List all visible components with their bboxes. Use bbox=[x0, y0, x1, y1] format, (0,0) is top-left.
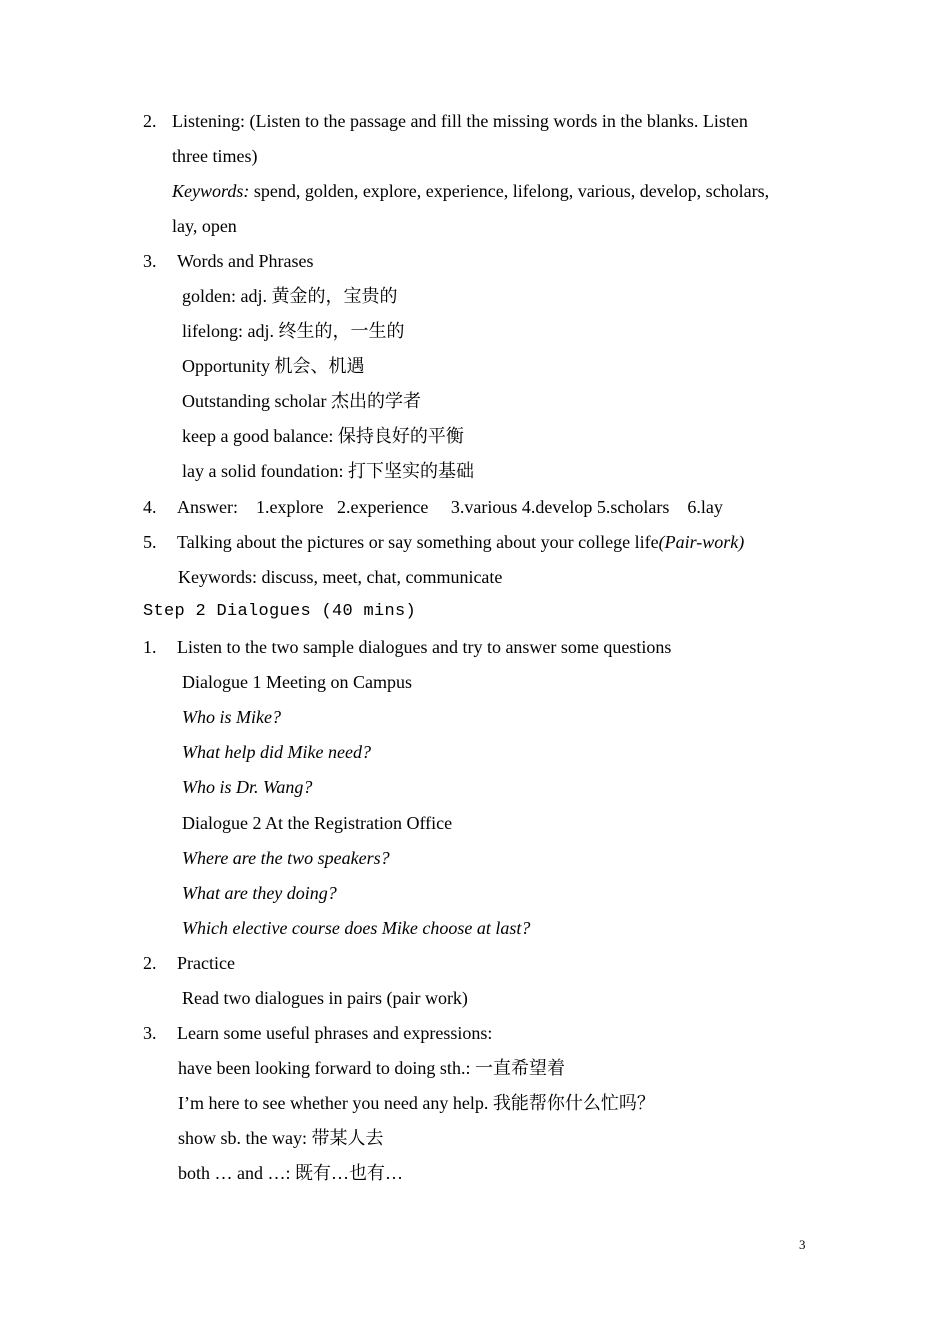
vocab-entry: golden: adj. 黄金的，宝贵的 bbox=[182, 286, 398, 306]
dialogue-question: Where are the two speakers? bbox=[182, 848, 390, 868]
talking-keywords: Keywords: discuss, meet, chat, communicate bbox=[178, 567, 503, 587]
step2-heading: Step 2 Dialogues (40 mins) bbox=[143, 602, 417, 621]
dialogue-question: Who is Dr. Wang? bbox=[182, 777, 313, 797]
list-number: 4. bbox=[143, 497, 157, 517]
phrase-entry: show sb. the way: 带某人去 bbox=[178, 1128, 384, 1148]
list-number: 3. bbox=[143, 251, 157, 271]
page-number: 3 bbox=[799, 1237, 806, 1252]
vocab-entry: Opportunity 机会、机遇 bbox=[182, 356, 365, 376]
dialogue2-title: Dialogue 2 At the Registration Office bbox=[182, 813, 453, 833]
dialogue-question: Who is Mike? bbox=[182, 707, 281, 727]
phrase-entry: I’m here to see whether you need any help. 我能帮你什么忙吗？ bbox=[178, 1093, 655, 1113]
practice-detail: Read two dialogues in pairs (pair work) bbox=[182, 988, 468, 1008]
dialogue-question: What are they doing? bbox=[182, 883, 337, 903]
vocab-entry: keep a good balance: 保持良好的平衡 bbox=[182, 426, 464, 446]
phrases-title: Learn some useful phrases and expressions: bbox=[177, 1023, 493, 1043]
vocab-entry: lifelong: adj. 终生的，一生的 bbox=[182, 321, 405, 341]
keywords-text: spend, golden, explore, experience, lifelong, various, develop, scholars, bbox=[249, 181, 770, 201]
list-number: 5. bbox=[143, 532, 157, 552]
listening-instruction-cont: three times) bbox=[172, 146, 258, 166]
dialogue-instruction: Listen to the two sample dialogues and try to answer some questions bbox=[177, 637, 672, 657]
vocab-entry: lay a solid foundation: 打下坚实的基础 bbox=[182, 461, 474, 481]
keywords-label: Keywords: bbox=[172, 181, 250, 201]
keywords-text-cont: lay, open bbox=[172, 216, 237, 236]
talking-line bbox=[177, 531, 744, 553]
vocab-entry: Outstanding scholar 杰出的学者 bbox=[182, 391, 421, 411]
words-phrases-title: Words and Phrases bbox=[177, 251, 314, 271]
list-number: 2. bbox=[143, 953, 157, 973]
practice-title: Practice bbox=[177, 953, 235, 973]
keywords-line bbox=[172, 180, 769, 202]
list-number: 1. bbox=[143, 637, 157, 657]
phrase-entry: have been looking forward to doing sth.: 一直希望着 bbox=[178, 1058, 565, 1078]
answer-line: Answer: 1.explore 2.experience 3.various 4.develop 5.scholars 6.lay bbox=[177, 497, 723, 517]
dialogue1-title: Dialogue 1 Meeting on Campus bbox=[182, 672, 412, 692]
dialogue-question: Which elective course does Mike choose at last? bbox=[182, 918, 531, 938]
phrase-entry: both … and …: 既有…也有… bbox=[178, 1163, 403, 1183]
dialogue-question: What help did Mike need? bbox=[182, 742, 371, 762]
list-number: 2. bbox=[143, 111, 157, 131]
list-number: 3. bbox=[143, 1023, 157, 1043]
pair-work-note: (Pair-work) bbox=[658, 532, 745, 552]
listening-instruction: Listening: (Listen to the passage and fill the missing words in the blanks. Listen bbox=[172, 111, 748, 131]
talking-text: Talking about the pictures or say something about your college life bbox=[177, 532, 659, 552]
